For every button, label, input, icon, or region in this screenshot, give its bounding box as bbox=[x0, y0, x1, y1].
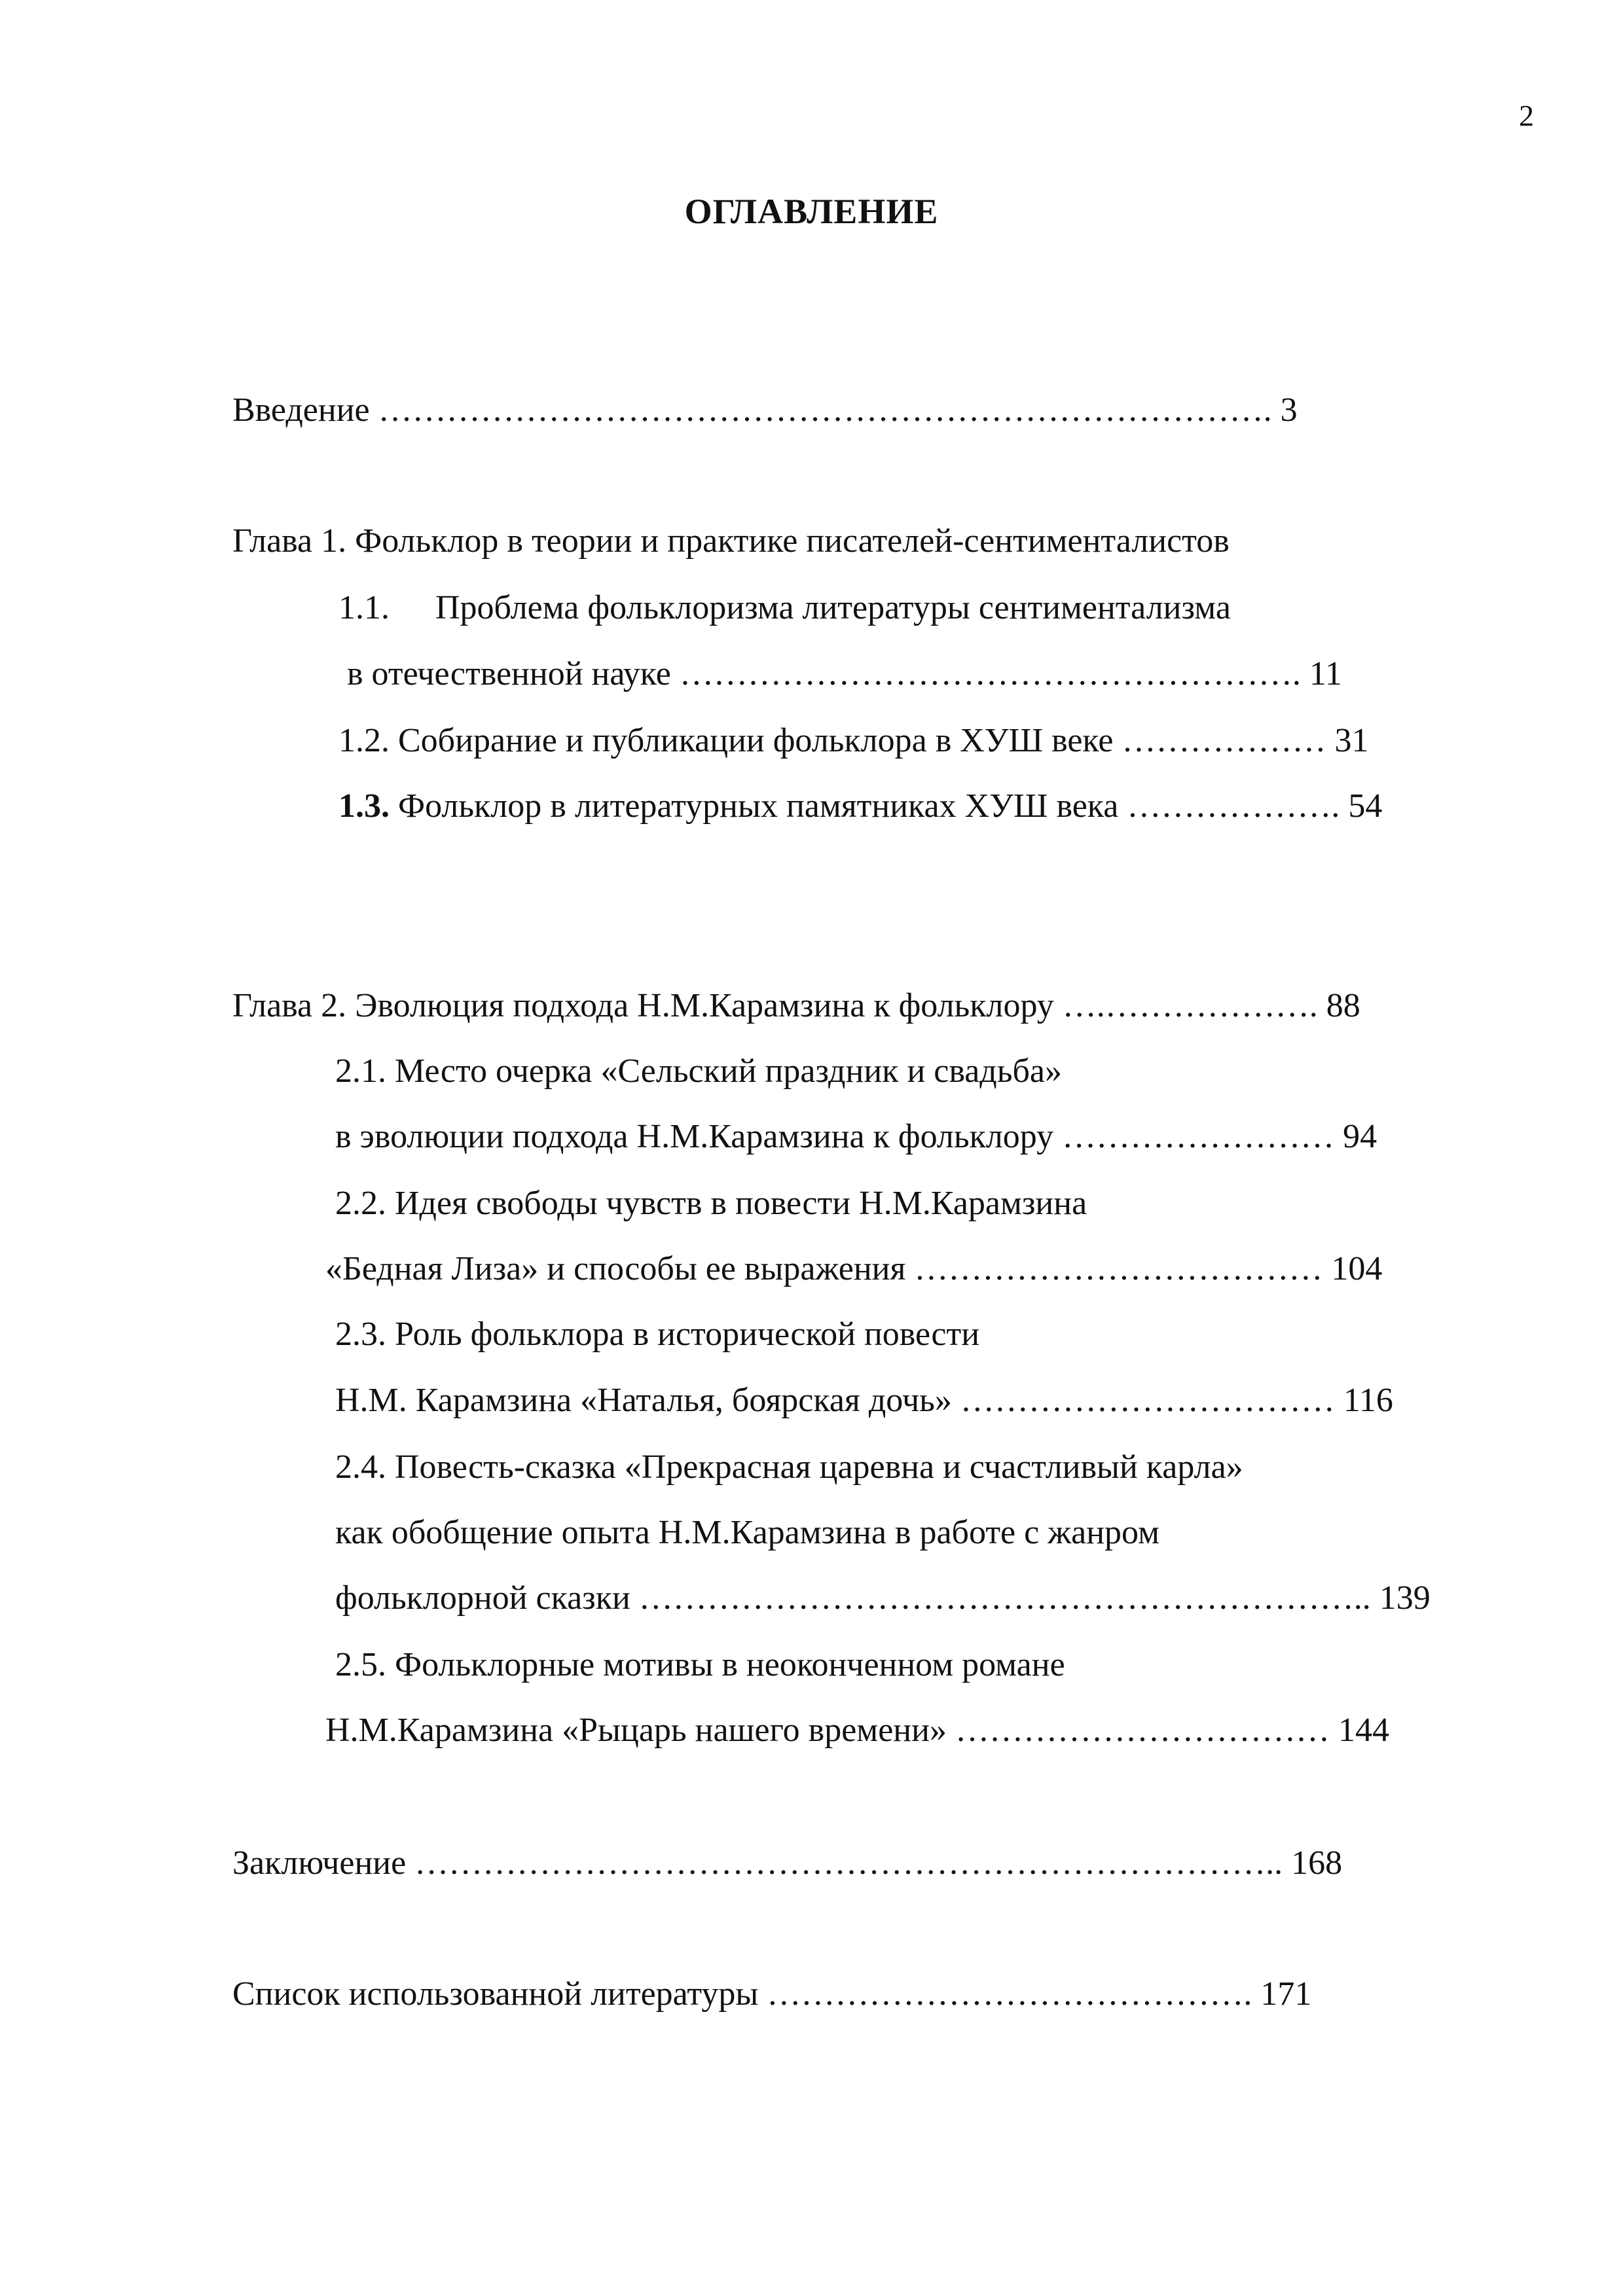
toc-section-2-1-line1: 2.1. Место очерка «Сельский праздник и свадьба» bbox=[335, 1052, 1063, 1090]
toc-section-2-3-line2: Н.М. Карамзина «Наталья, боярская дочь» …………………………… 116 bbox=[335, 1382, 1393, 1419]
toc-entry-introduction: Введение ……………………………………………………………………. 3 bbox=[232, 391, 1298, 429]
toc-section-2-2-line2: «Бедная Лиза» и способы ее выражения ……………………………… 104 bbox=[325, 1250, 1383, 1287]
toc-section-2-3-line1: 2.3. Роль фольклора в исторической повести bbox=[335, 1316, 980, 1353]
toc-section-1-3-number: 1.3. bbox=[338, 787, 390, 825]
toc-section-2-5-line2: Н.М.Карамзина «Рыцарь нашего времени» …………………………… 144 bbox=[325, 1712, 1389, 1749]
page-title: ОГЛАВЛЕНИЕ bbox=[684, 192, 939, 231]
toc-section-1-1-number: 1.1. bbox=[338, 589, 390, 626]
toc-section-2-1-line2: в эволюции подхода Н.М.Карамзина к фольклору …………………… 94 bbox=[335, 1118, 1377, 1155]
toc-section-1-1-line1: Проблема фольклоризма литературы сентиментализма bbox=[435, 589, 1231, 626]
toc-section-2-5-line1: 2.5. Фольклорные мотивы в неоконченном романе bbox=[335, 1646, 1065, 1683]
toc-section-2-2-line1: 2.2. Идея свободы чувств в повести Н.М.Карамзина bbox=[335, 1185, 1087, 1222]
toc-entry-conclusion: Заключение ………………………………………………………………….. 168 bbox=[232, 1844, 1343, 1882]
toc-section-1-2: 1.2. Собирание и публикации фольклора в ХУШ веке ……………… 31 bbox=[338, 722, 1369, 759]
page-number: 2 bbox=[1519, 99, 1534, 132]
toc-section-2-4-line2: как обобщение опыта Н.М.Карамзина в работе с жанром bbox=[335, 1514, 1159, 1551]
toc-chapter-1-title: Глава 1. Фольклор в теории и практике писателей-сентименталистов bbox=[232, 522, 1230, 560]
toc-section-2-4-line3: фольклорной сказки ……………………………………………………….. 139 bbox=[335, 1579, 1431, 1617]
toc-chapter-2-title: Глава 2. Эволюция подхода Н.М.Карамзина к фольклору ….………………. 88 bbox=[232, 987, 1360, 1024]
toc-entry-bibliography: Список использованной литературы ……………………………………. 171 bbox=[232, 1975, 1312, 2013]
toc-section-1-3-text: Фольклор в литературных памятниках ХУШ века ………………. 54 bbox=[398, 787, 1383, 825]
toc-section-1-3 bbox=[338, 785, 1382, 827]
toc-section-1-1-line2: в отечественной науке ………………………………………………. 11 bbox=[347, 655, 1342, 692]
toc-section-2-4-line1: 2.4. Повесть-сказка «Прекрасная царевна и счастливый карла» bbox=[335, 1448, 1243, 1486]
